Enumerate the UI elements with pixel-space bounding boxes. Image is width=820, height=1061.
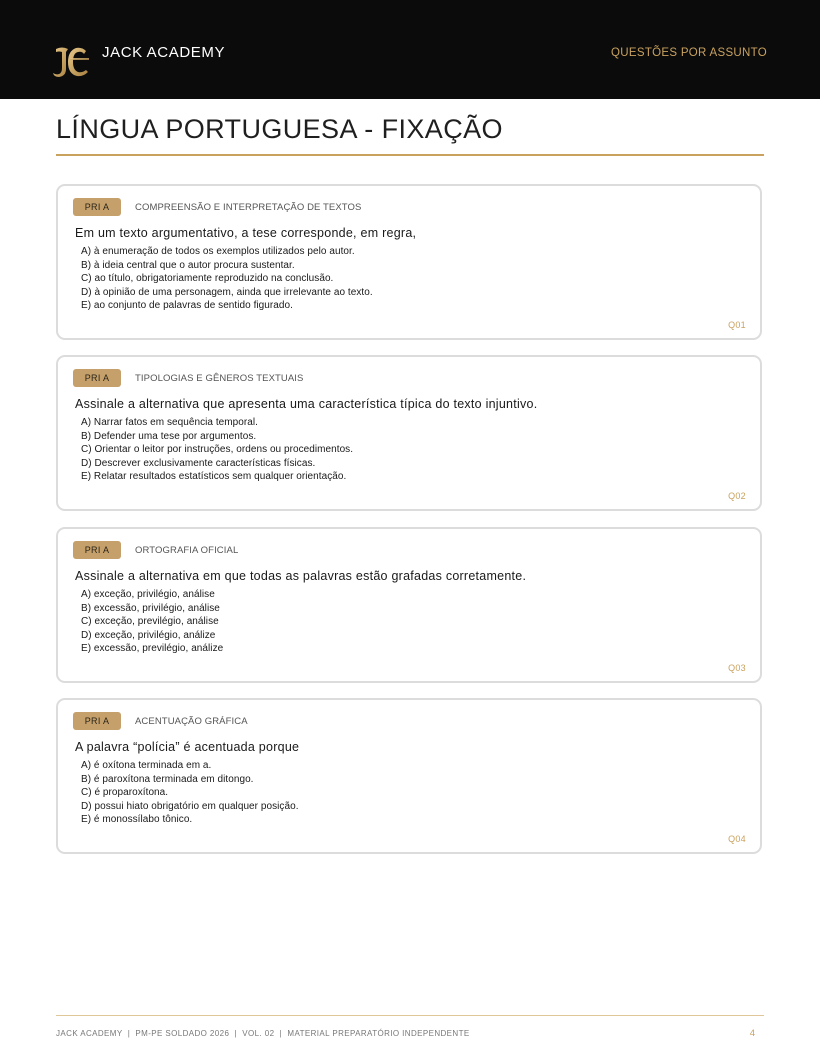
question-topic: TIPOLOGIAS E GÊNEROS TEXTUAIS	[135, 373, 304, 384]
option-e: E) é monossílabo tônico.	[81, 814, 193, 825]
question-card-q02	[56, 355, 762, 511]
difficulty-badge: PRI A	[73, 541, 121, 559]
option-c: C) exceção, previlégio, análise	[81, 616, 219, 627]
question-text: Assinale a alternativa em que todas as palavras estão grafadas corretamente.	[75, 569, 527, 583]
option-e: E) excessão, previlégio, análize	[81, 643, 224, 654]
option-d: D) Descrever exclusivamente características físicas.	[81, 457, 316, 469]
question-number: Q02	[728, 491, 746, 501]
option-e: E) Relatar resultados estatísticos sem qualquer orientação.	[81, 471, 347, 482]
difficulty-badge: PRI A	[73, 369, 121, 387]
difficulty-badge: PRI A	[73, 198, 121, 216]
jc-monogram-logo	[52, 45, 90, 79]
header-section-label: QUESTÕES POR ASSUNTO	[611, 47, 767, 59]
option-b: B) à ideia central que o autor procura sustentar.	[81, 259, 295, 271]
question-number: Q01	[728, 320, 746, 330]
question-card-q04	[56, 698, 762, 854]
question-number: Q04	[728, 834, 746, 844]
option-b: B) é paroxítona terminada em ditongo.	[81, 773, 254, 785]
option-e: E) ao conjunto de palavras de sentido figurado.	[81, 300, 293, 311]
question-text: Em um texto argumentativo, a tese corresponde, em regra,	[75, 226, 417, 240]
option-b: B) excessão, privilégio, análise	[81, 602, 220, 614]
options-list	[81, 759, 299, 827]
option-d: D) exceção, privilégio, análize	[81, 629, 216, 641]
option-a: A) é oxítona terminada em a.	[81, 760, 212, 771]
question-text: Assinale a alternativa que apresenta uma característica típica do texto injuntivo.	[75, 397, 538, 411]
option-b: B) Defender uma tese por argumentos.	[81, 430, 257, 442]
options-list	[81, 588, 223, 656]
option-d: D) possui hiato obrigatório em qualquer posição.	[81, 800, 299, 812]
options-list	[81, 416, 353, 484]
option-a: A) Narrar fatos em sequência temporal.	[81, 417, 258, 428]
options-list	[81, 245, 373, 313]
question-card-q01	[56, 184, 762, 340]
question-topic: ORTOGRAFIA OFICIAL	[135, 545, 239, 556]
option-c: C) é proparoxítona.	[81, 787, 169, 798]
page-number: 4	[749, 1028, 755, 1039]
option-a: A) à enumeração de todos os exemplos utilizados pelo autor.	[81, 246, 355, 257]
option-c: C) Orientar o leitor por instruções, ordens ou procedimentos.	[81, 444, 354, 455]
option-c: C) ao título, obrigatoriamente reproduzido na conclusão.	[81, 273, 334, 284]
page-header	[0, 0, 820, 99]
difficulty-badge: PRI A	[73, 712, 121, 730]
footer-divider	[56, 1015, 764, 1016]
title-divider	[56, 154, 764, 156]
question-card-q03	[56, 527, 762, 683]
question-number: Q03	[728, 663, 746, 673]
page-title: LÍNGUA PORTUGUESA - FIXAÇÃO	[56, 114, 503, 144]
footer-text: JACK ACADEMY | PM-PE SOLDADO 2026 | VOL. 02 | MATERIAL PREPARATÓRIO INDEPENDENTE	[56, 1029, 470, 1038]
question-topic: COMPREENSÃO E INTERPRETAÇÃO DE TEXTOS	[135, 202, 362, 213]
question-topic: ACENTUAÇÃO GRÁFICA	[135, 716, 248, 727]
brand-name: JACK ACADEMY	[102, 44, 226, 61]
option-d: D) à opinião de uma personagem, ainda que irrelevante ao texto.	[81, 286, 373, 298]
question-text: A palavra “polícia” é acentuada porque	[75, 740, 300, 754]
option-a: A) exceção, privilégio, análise	[81, 589, 215, 600]
